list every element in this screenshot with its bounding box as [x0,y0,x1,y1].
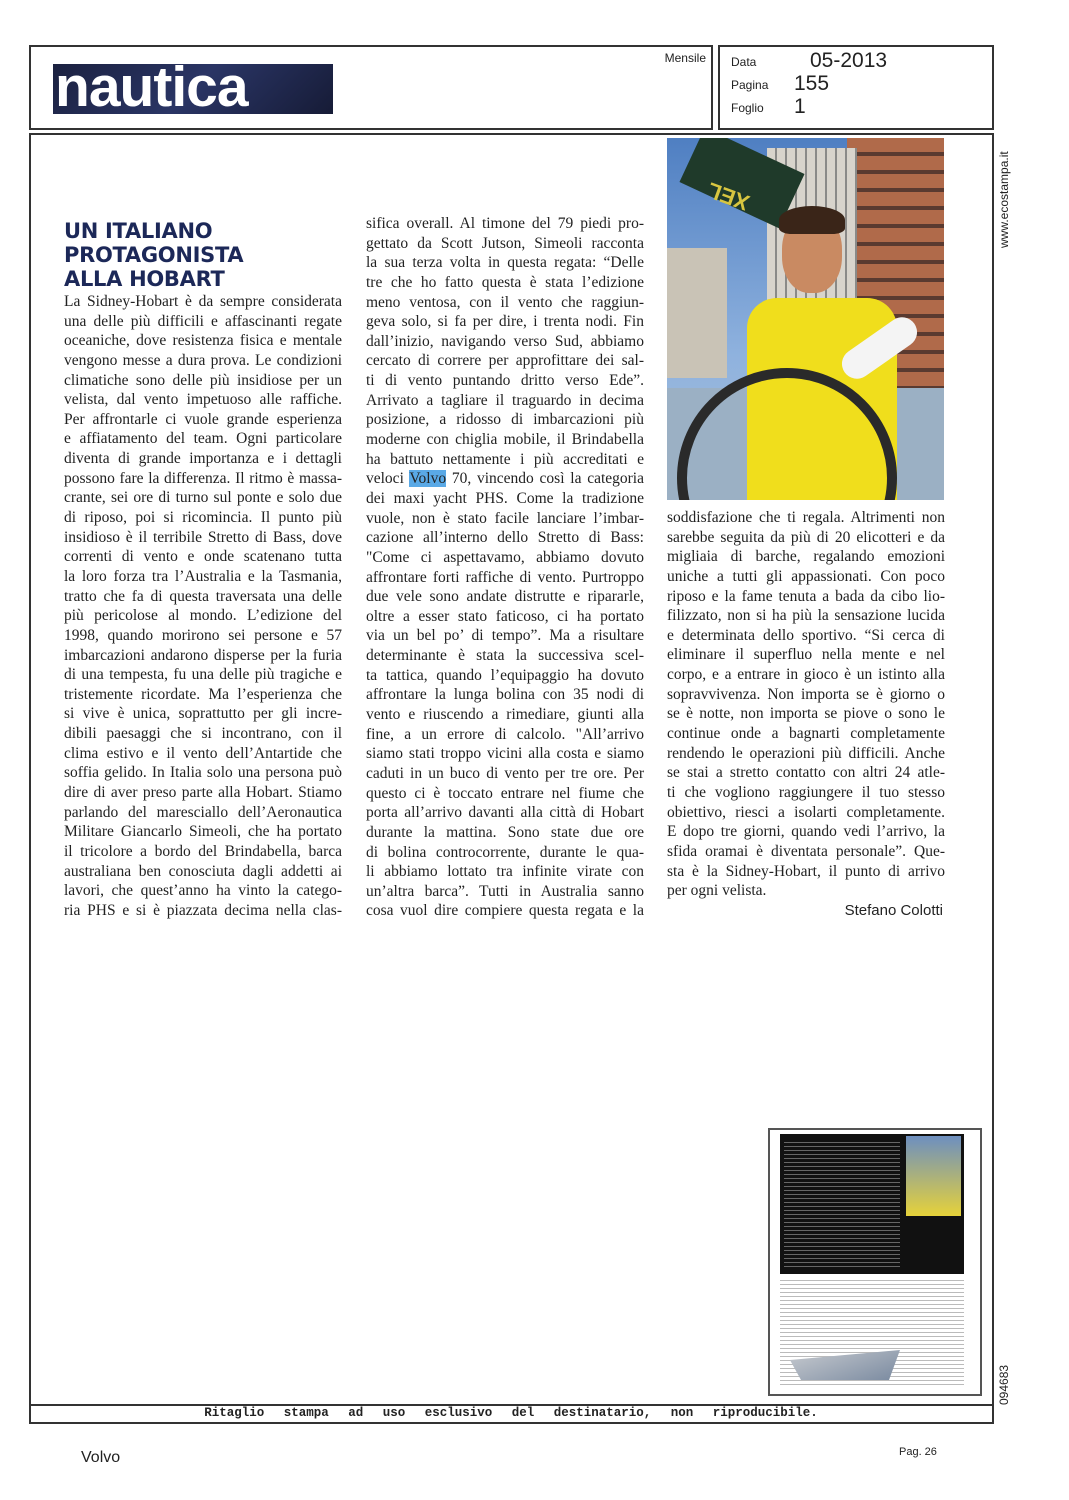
text-line: la loro forza tra l’Australia e la Tasmania, [64,567,342,585]
text-line: migliaia di barche, regalando emozioni [667,548,945,566]
text-line: imbarcazioni andarono disperse per la furia [64,646,342,664]
article-column-1 [64,292,342,921]
text-line: sarebbe seguita da più di 20 elicotteri e da [667,528,945,546]
text-line: dibili paesaggi che si incontrano, con il [64,725,342,743]
text-line: il tricolore a bordo del Brindabella, barca [64,842,342,860]
text-line: caduti in un buco di vento per tre ore. Per [366,764,644,782]
flag-text: XEL [703,177,753,216]
pagina-value: 155 [794,72,830,95]
text-line: correnti di vento e onde scatenano tutta [64,548,342,566]
text-line: ta tattica, quando l’equipaggio ha dovuto [366,666,644,684]
footer-disclaimer: Ritaglio stampa ad uso esclusivo del destinatario, non riproducibile. [204,1406,818,1420]
text-line: per ogni velista. [667,882,767,900]
text-line: la sua terza volta in questa regata: “Delle [366,254,644,272]
text-line: sta è la Sidney-Hobart, il punto di arrivo [667,862,945,880]
text-line: cosa vuol dire compiere questa regata e la [366,902,644,920]
text-line: dall’inizio, navigando verso Sud, abbiamo [366,332,644,350]
text-line: ti che vogliono raggiungere il tuo stesso [667,783,945,801]
text-line: determinante è stata la successiva scel- [366,647,644,665]
text-line: Militare Giancarlo Simeoli, che ha portato [64,823,342,841]
text-line: corpo, e a entrare in gioco è un istinto alla [667,666,945,684]
text-line: moderne con chiglia mobile, il Brindabella [366,431,644,449]
article-column-2 [366,214,644,921]
text-line: due vele sono andate distrutte e ripararle, [366,588,644,606]
text-line: filizzato, non si ha più la sensazione lucida [667,607,945,625]
text-line: di una tempesta, fu una delle più tragiche e [64,666,342,684]
text-line: un’altra barca”. Tutti in Australia sanno [366,882,644,900]
keyword-label: Volvo [81,1449,121,1466]
text-line: cazione all’interno dello Stretto di Bass: [366,529,644,547]
text-line: di bolina controcorrente, durante le qua- [366,843,644,861]
text-line: 1998, quando morirono sei persone e 57 [64,626,342,644]
text-line: ria PHS e si è piazzata decima nella clas- [64,901,342,919]
text-line: crante, sei ore di turno sul ponte e solo due [64,489,342,507]
text-line: oceaniche, dove resistenza fisica e mentale [64,332,342,350]
text-line: insidioso è il terribile Stretto di Bass, dove [64,528,342,546]
text-line: tre che ho fatto questa è stata l’edizione [366,273,644,291]
masthead-box [29,45,713,130]
text-line: oltre a esser stato faticoso, ci ha portato [366,607,644,625]
text-line: questo ci è toccato entrare nel fiume che [366,784,644,802]
page-thumbnail [768,1128,982,1396]
text-line: E dopo tre giorni, quando vedi l’arrivo, la [667,823,945,841]
frequency-label: Mensile [664,51,706,65]
text-line: ha battuto nettamente i più accreditati e [366,450,644,468]
text-line: riposo e la fame tenuta a bada da cibo lio- [667,587,945,605]
text-line: Per affrontarle ci vuole grande esperienza [64,410,342,428]
text-line: via un bel po’ di tempo”. Ma a risultare [366,627,644,645]
text-line: obiettivo, riesci a isolarti completamente. [667,803,945,821]
metadata-box [718,45,994,130]
pagina-label: Pagina [731,78,769,92]
text-line: eliminare il superfluo nella mente e nel [667,646,945,664]
text-line: meno ventosa, con il vento che raggiun- [366,293,644,311]
text-line: Arrivato a tagliare il traguardo in decima [366,391,644,409]
text-line: vento e riuscendo a rimediare, giunti alla [366,706,644,724]
text-line: velista, dal vento impetuoso alle raffiche. [64,391,342,409]
data-value: 05-2013 [810,49,888,72]
foglio-label: Foglio [731,101,764,115]
text-line: durante la mattina. Sono state due ore [366,823,644,841]
website-watermark: www.ecostampa.it [997,151,1011,248]
text-line: geva solo, si fa per dire, i trenta nodi. Fin [366,313,644,331]
text-line: parlando del maresciallo dell’Aeronautica [64,803,342,821]
text-line: clima estivo e il vento dell’Antartide che [64,744,342,762]
text-line: veloci Volvo 70, vincendo così la categoria [366,470,644,488]
text-line: tristemente ricordate. Ma l’esperienza che [64,685,342,703]
text-line: gettato da Scott Jutson, Simeoli racconta [366,234,644,252]
text-line: fine, a un errore di calcolo. "All’arrivo [366,725,644,743]
text-line: ti di vento puntando dritto verso Ede”. [366,372,644,390]
text-line: sfida oramai è diventata personale”. Que- [667,842,945,860]
text-line: si vive è unica, soprattutto per gli incre- [64,705,342,723]
text-line: e affiatamento del team. Ogni particolare [64,430,342,448]
text-line: lavori, che quest’anno ha vinto la catego- [64,882,342,900]
author-signature: Stefano Colotti [844,902,943,919]
data-label: Data [731,55,757,69]
text-line: affrontare la lunga bolina con 35 nodi di [366,686,644,704]
text-line: cercato di correre per approfittare dei sal- [366,352,644,370]
text-line: sifica overall. Al timone del 79 piedi pro- [366,215,644,232]
article-title: UN ITALIANO PROTAGONISTA ALLA HOBART [64,219,244,291]
clipping-code: 094683 [997,1364,1011,1405]
text-line: vengono messe a dura prova. Le condizioni [64,351,342,369]
text-line: vuole, non è stato facile lanciare l’imbar- [366,509,644,527]
text-line: se è notte, non importa se piove o sono le [667,705,945,723]
text-line: siamo stati troppo vicini alla costa e siamo [366,745,644,763]
text-line: li abbiamo lottato tra infinite virate con [366,863,644,881]
text-line: porta all’arrivo davanti alla città di Hobart [366,804,644,822]
sailor-photo [667,138,944,500]
text-line: di riposo, poi si ricomincia. Il punto più [64,509,342,527]
text-line: sopravvivenza. Non importa se è giorno o [667,685,945,703]
text-line: se stai a stretto contatto con altri 24 atle- [667,764,945,782]
text-line: affrontare forti raffiche di vento. Purtroppo [366,568,644,586]
text-line: continue onde a bagnarti completamente [667,725,945,743]
text-line: rendendo le operazioni più difficili. Anche [667,744,945,762]
text-line: e determinata dello sportivo. “Si cerca di [667,626,945,644]
text-line: climatiche sono delle più insidiose per un [64,371,342,389]
text-line: posizione, a ridosso di imbarcazioni più [366,411,644,429]
text-line: "Come ci aspettavamo, abbiamo dovuto [366,548,644,566]
text-line: soddisfazione che ti regala. Altrimenti non [667,509,945,526]
text-line: uniche a tutti gli appassionati. Con poco [667,567,945,585]
page-number: Pag. 26 [899,1446,937,1458]
text-line: più pericolose al mondo. L’edizione del [64,607,342,625]
foglio-value: 1 [794,95,806,118]
text-line: soffia gelido. In Italia solo una persona può [64,764,342,782]
text-line: La Sidney-Hobart è da sempre considerata [64,293,342,310]
text-line: una delle più difficili e affascinanti regate [64,312,342,330]
highlighted-keyword: Volvo [409,470,447,488]
text-line: diventa di grande importanza e i dettagli [64,450,342,468]
text-line: possono fare la differenza. Il ritmo è massa- [64,469,342,487]
text-line: dire di aver preso parte alla Hobart. Stiamo [64,784,342,802]
text-line: tratto che fa di questa traversata una delle [64,587,342,605]
nautica-logo: nautica [53,64,333,114]
article-column-3 [667,508,945,901]
text-line: dei maxi yacht PHS. Come la tradizione [366,489,644,507]
text-line: australiana ben conosciuta dagli addetti ai [64,862,342,880]
